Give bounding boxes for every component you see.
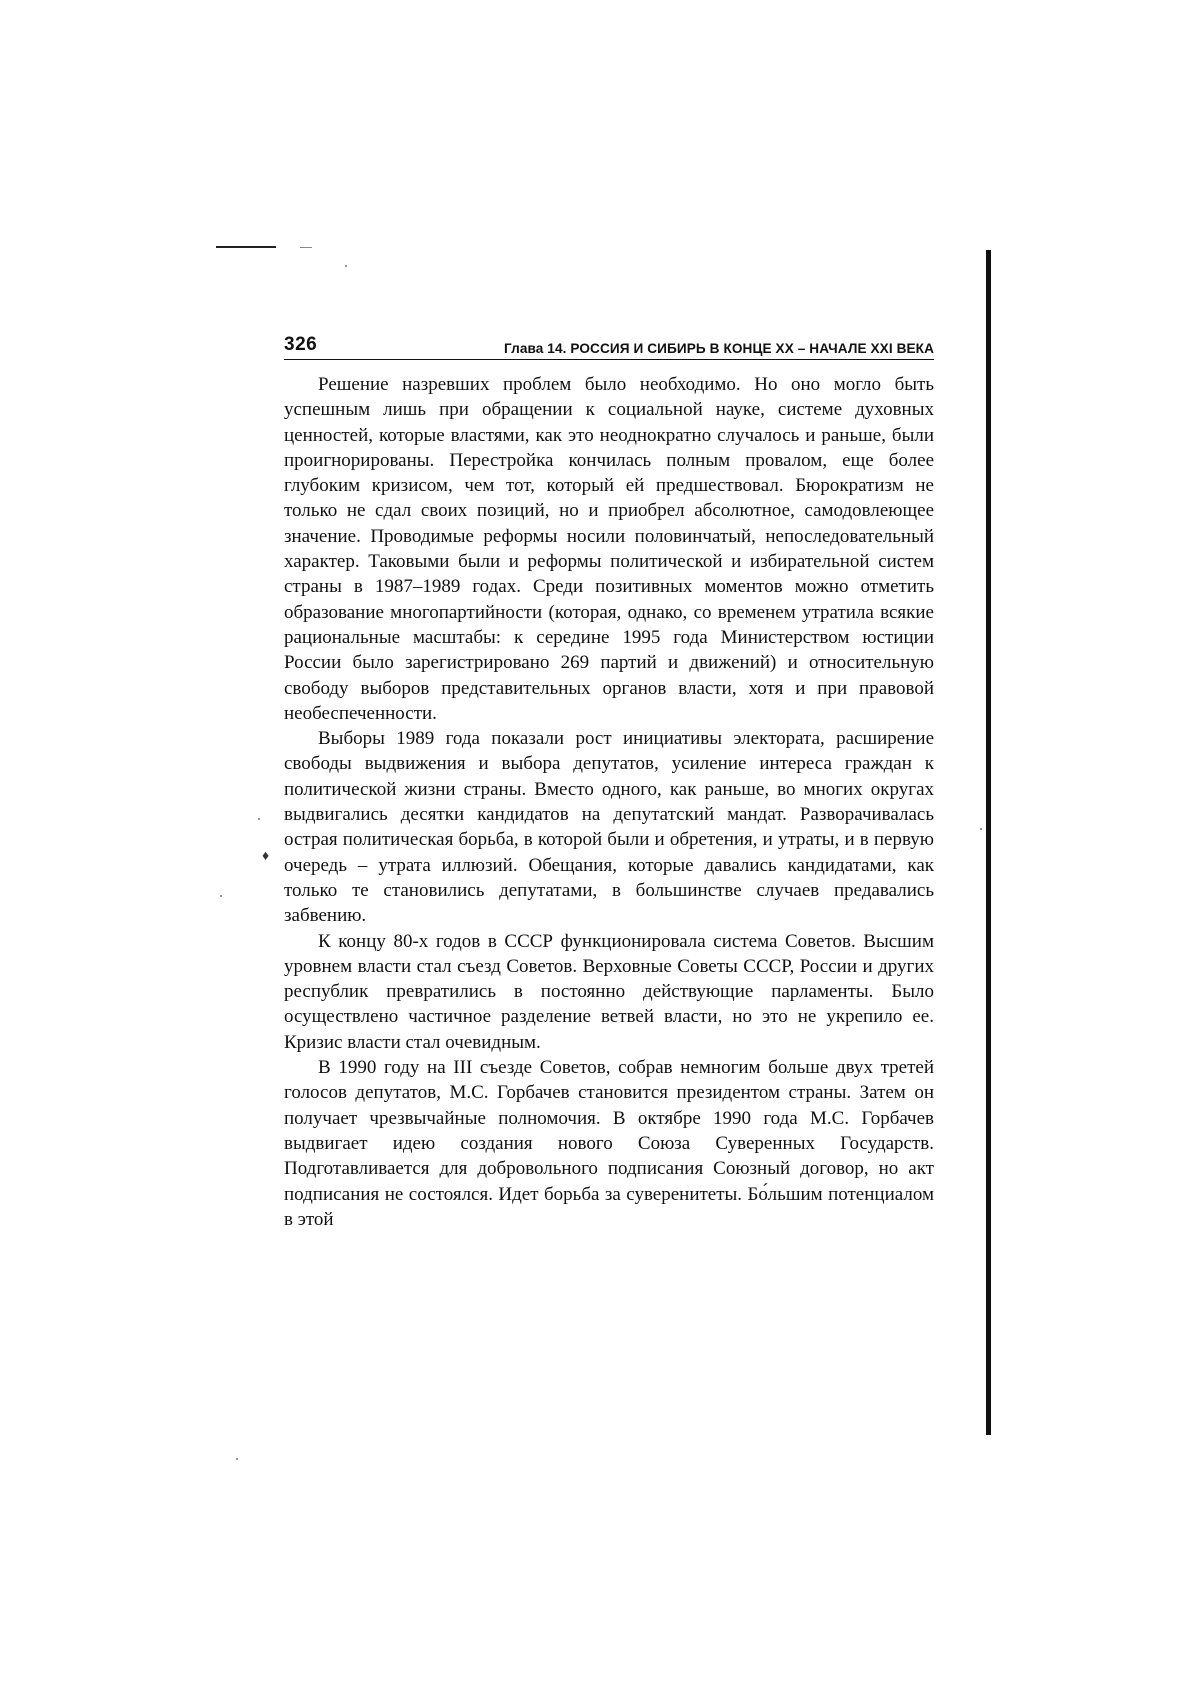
- chapter-title: Глава 14. РОССИЯ И СИБИРЬ В КОНЦЕ XX – НАЧАЛЕ XXI ВЕКА: [503, 341, 934, 356]
- page-number: 326: [284, 334, 318, 355]
- body-text: [284, 372, 934, 1232]
- margin-mark: ♦: [262, 849, 270, 864]
- scan-artifact-dot: [236, 1458, 238, 1460]
- scan-artifact-dot: [980, 828, 982, 830]
- book-page: [284, 326, 934, 1232]
- paragraph: Выборы 1989 года показали рост инициативы электората, расширение свободы выдвижения и выбора депутатов, усиление интереса граждан к политической жизни страны. Вместо одного, как раньше, во многих округах выдвигались десятки кандидатов на депутатский мандат. Разворачивалась острая политическая борьба, в которой были и обретения, и утраты, и в первую очередь – утрата иллюзий. Обещания, которые давались кандидатами, как только те становились депутатами, в большинстве случаев предавались забвению.: [284, 728, 934, 927]
- scan-artifact-dot: [345, 265, 347, 267]
- scan-artifact-dot: [220, 895, 222, 897]
- paragraph: Решение назревших проблем было необходимо. Но оно могло быть успешным лишь при обращении к социальной науке, системе духовных ценностей, которые властями, как это неоднократно случалось и раньше, были проигнорированы. Перестройка кончилась полным провалом, еще более глубоким кризисом, чем тот, который ей предшествовал. Бюрократизм не только не сдал своих позиций, но и приобрел абсолютное, самодовлеющее значение. Проводимые реформы носили половинчатый, непоследовательный характер. Таковыми были и реформы политической и избирательной систем страны в 1987–1989 годах. Среди позитивных моментов можно отметить образование многопартийности (которая, однако, со временем утратила всякие рациональные масштабы: к середине 1995 года Министерством юстиции России было зарегистрировано 269 партий и движений) и относительную свободу выборов представительных органов власти, хотя и при правовой необеспеченности.: [284, 374, 934, 724]
- scan-artifact-dot: [258, 818, 260, 820]
- scan-edge-bar: [986, 250, 991, 1435]
- scan-artifact-line: [300, 247, 312, 248]
- paragraph: К концу 80-х годов в СССР функционировала система Советов. Высшим уровнем власти стал съезд Советов. Верховные Советы СССР, России и других республик превратились в постоянно действующие парламенты. Было осуществлено частичное разделение ветвей власти, но это не укрепило ее. Кризис власти стал очевидным.: [284, 930, 934, 1053]
- paragraph: В 1990 году на III съезде Советов, собрав немногим больше двух третей голосов депутатов, М.С. Горбачев становится президентом страны. Затем он получает чрезвычайные полномочия. В октябре 1990 года М.С. Горбачев выдвигает идею создания нового Союза Суверенных Государств. Подготавливается для добровольного подписания Союзный договор, но акт подписания не состоялся. Идет борьба за суверенитеты. Бо́льшим потенциалом в этой: [284, 1057, 934, 1230]
- scan-artifact-line: [216, 246, 276, 248]
- running-head: [284, 326, 934, 360]
